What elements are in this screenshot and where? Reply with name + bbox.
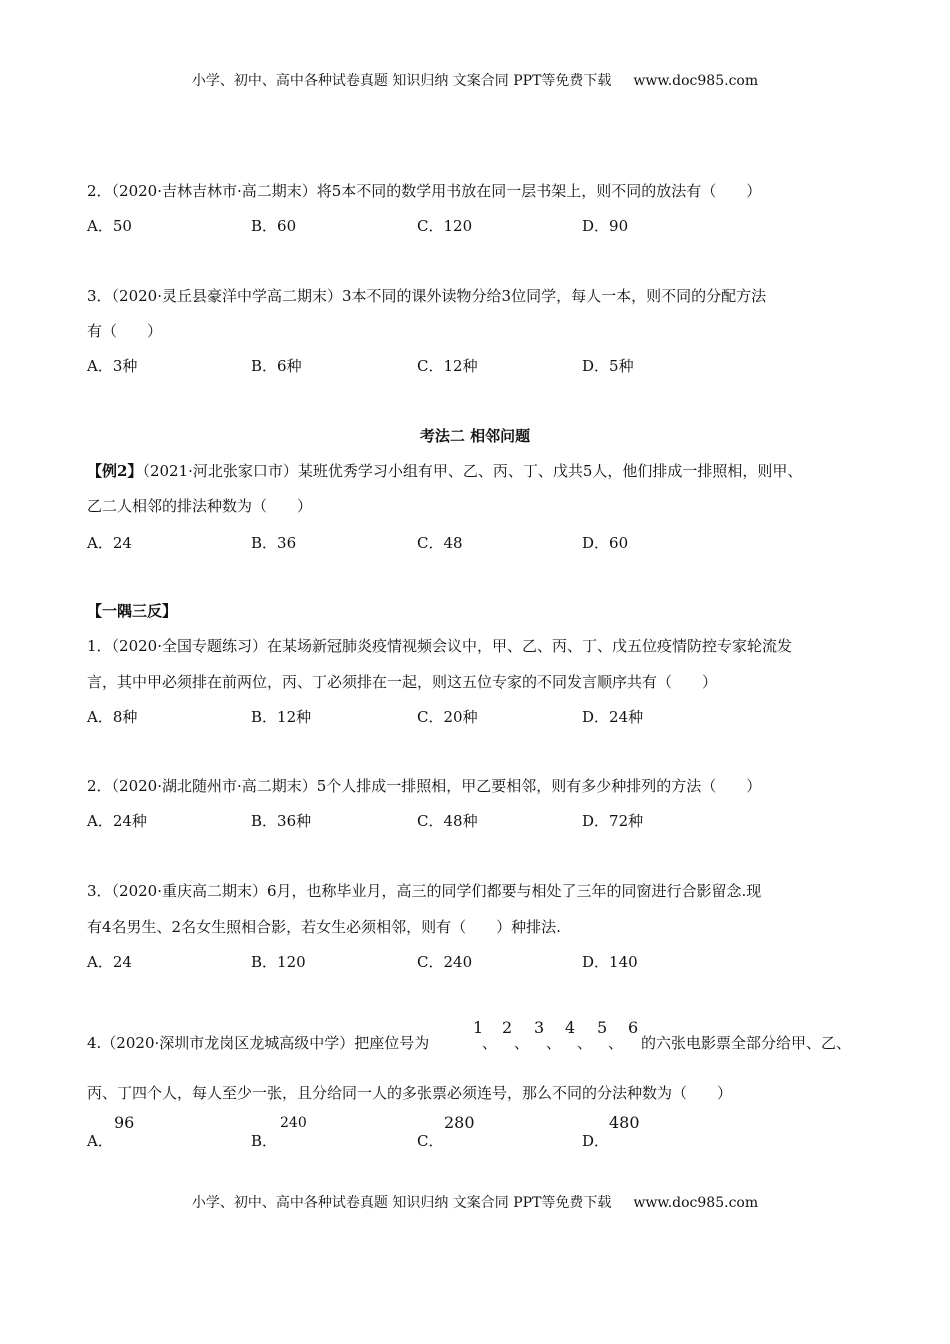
p2-option-a: A．24种 [87,812,147,830]
p4-option-c-value: 280 [444,1113,475,1132]
p4-stem-prefix: 4.（2020·深圳市龙岗区龙城高级中学）把座位号为 [87,1034,430,1052]
q2-option-c: C．120 [417,217,473,235]
q3-option-b: B．6种 [251,357,302,375]
p3-option-b: B．120 [251,953,306,971]
q2-option-a: A．50 [87,217,132,235]
header-text: 小学、初中、高中各种试卷真题 知识归纳 文案合同 PPT等免费下载 [191,73,612,89]
example2-option-a: A．24 [87,534,132,552]
example2-label: 【例2】 [87,462,143,480]
example2-stem-line1 [87,460,802,481]
p2-option-c: C．48种 [417,812,478,830]
example2-text: （2021·河北张家口市）某班优秀学习小组有甲、乙、丙、丁、戊共5人，他们排成一排照相，则甲、 [142,462,803,480]
p4-option-a-value: 96 [114,1113,135,1132]
p2-option-d: D．72种 [582,812,644,830]
q2-stem: 2．（2020·吉林吉林市·高二期末）将5本不同的数学用书放在同一层书架上，则不同的放法有（ ） [87,182,762,200]
q3-stem-line1: 3．（2020·灵丘县豪洋中学高二期末）3本不同的课外读物分给3位同学，每人一本，则不同的分配方法 [87,287,767,305]
practice-title: 【一隅三反】 [87,602,178,620]
page-header [0,70,950,90]
q2-option-d: D．90 [582,217,629,235]
p3-option-c: C．240 [417,953,473,971]
p3-option-d: D．140 [582,953,638,971]
p2-stem: 2．（2020·湖北随州市·高二期末）5个人排成一排照相，甲乙要相邻，则有多少种排列的方法（ ） [87,777,762,795]
p1-stem-line1: 1．（2020·全国专题练习）在某场新冠肺炎疫情视频会议中，甲、乙、丙、丁、戊五位疫情防控专家轮流发 [87,637,792,655]
p4-stem-line2: 丙、丁四个人，每人至少一张，且分给同一人的多张票必须连号，那么不同的分法种数为（ ） [87,1084,733,1102]
example2-stem-line2: 乙二人相邻的排法种数为（ ） [87,497,313,515]
p1-option-d: D．24种 [582,708,644,726]
p4-sep-2: 、 [514,1034,530,1052]
p1-option-b: B．12种 [251,708,312,726]
p1-stem-line2: 言，其中甲必须排在前两位，丙、丁必须排在一起，则这五位专家的不同发言顺序共有（ ） [87,673,718,691]
p4-option-a-label: A． [87,1132,113,1150]
q3-option-c: C．12种 [417,357,478,375]
p4-option-c-label: C． [417,1132,444,1150]
p4-sep-3: 、 [546,1034,562,1052]
section-title: 考法二 相邻问题 [419,427,531,445]
q3-option-d: D．5种 [582,357,634,375]
p4-option-b-label: B． [251,1132,278,1150]
p3-option-a: A．24 [87,953,132,971]
p4-seat-1: 1 [473,1018,484,1037]
example2-option-c: C．48 [417,534,463,552]
p4-seat-6: 6 [628,1018,639,1037]
p3-stem-line2: 有4名男生、2名女生照相合影，若女生必须相邻，则有（ ）种排法. [87,918,561,936]
example2-option-b: B．36 [251,534,297,552]
page-footer [0,1192,950,1212]
p4-sep-1: 、 [482,1034,498,1052]
p4-option-d-label: D． [582,1132,610,1150]
p4-option-d-value: 480 [609,1113,640,1132]
p4-seat-3: 3 [534,1018,545,1037]
q2-option-b: B．60 [251,217,297,235]
p4-sep-5: 、 [608,1034,624,1052]
example2-option-d: D．60 [582,534,629,552]
header-site: www.doc985.com [633,73,759,89]
q3-option-a: A．3种 [87,357,138,375]
footer-text: 小学、初中、高中各种试卷真题 知识归纳 文案合同 PPT等免费下载 [191,1195,612,1211]
p4-option-b-value: 240 [280,1115,307,1131]
p1-option-c: C．20种 [417,708,478,726]
p2-option-b: B．36种 [251,812,312,830]
p4-stem-suffix: 的六张电影票全部分给甲、乙、 [641,1034,852,1052]
p4-seat-2: 2 [502,1018,513,1037]
p3-stem-line1: 3．（2020·重庆高二期末）6月，也称毕业月，高三的同学们都要与相处了三年的同窗进行合影留念.现 [87,882,762,900]
q3-stem-line2: 有（ ） [87,322,163,340]
p1-option-a: A．8种 [87,708,138,726]
p4-seat-5: 5 [597,1018,608,1037]
footer-site: www.doc985.com [633,1195,759,1211]
p4-sep-4: 、 [577,1034,593,1052]
p4-seat-4: 4 [565,1018,576,1037]
